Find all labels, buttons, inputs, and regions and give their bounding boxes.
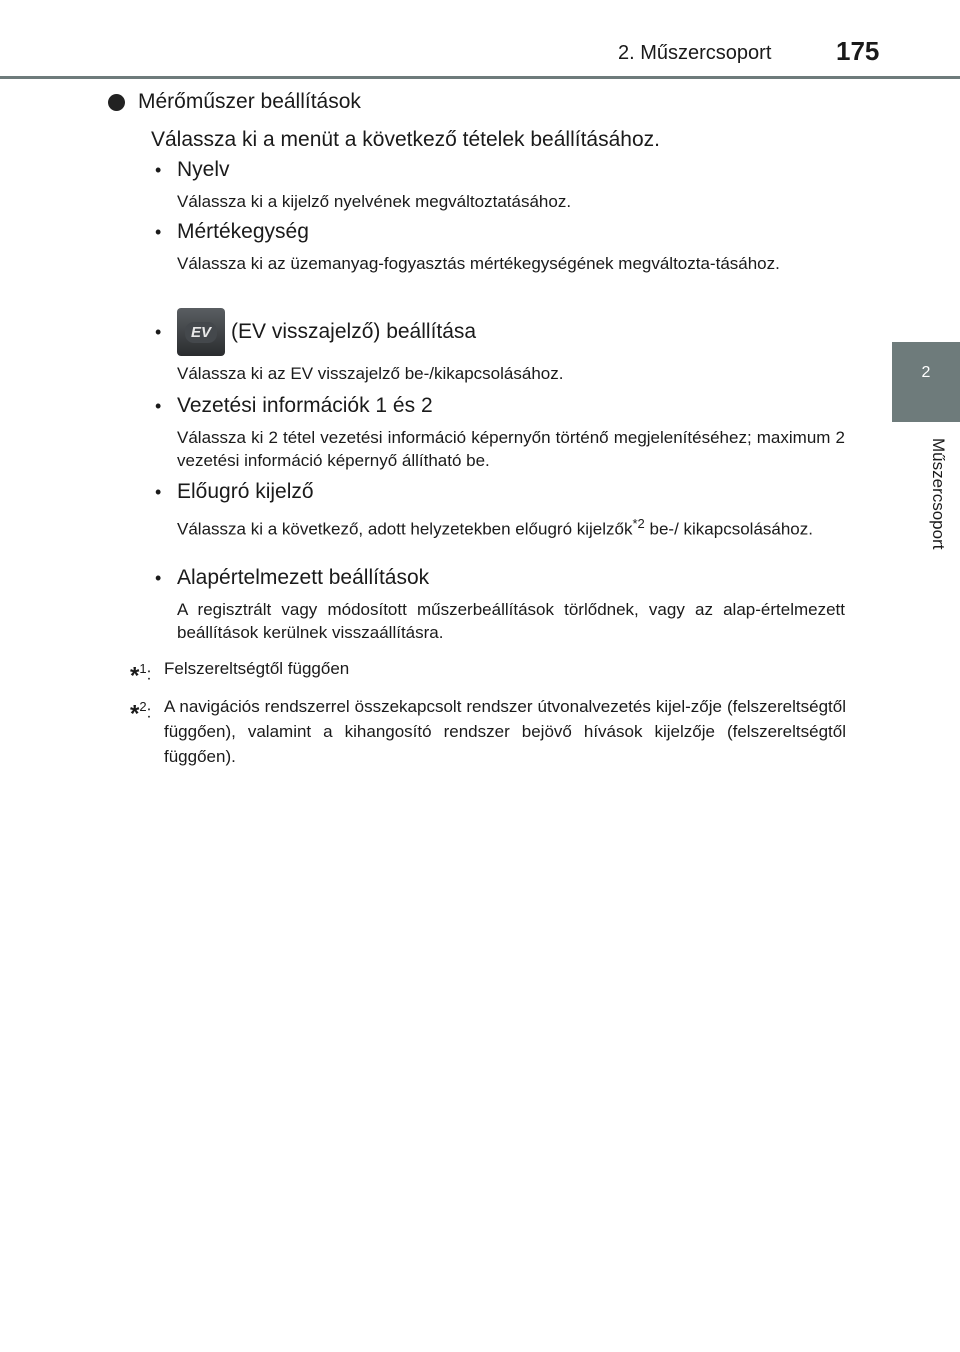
item-title: (EV visszajelző) beállítása	[231, 320, 477, 343]
item-title: Alapértelmezett beállítások	[177, 566, 430, 589]
item-title: Vezetési információk 1 és 2	[177, 394, 433, 417]
ev-icon-label: EV	[185, 322, 217, 343]
page-header	[0, 0, 960, 80]
item-title: Mértékegység	[177, 220, 309, 243]
footnote-text: Felszereltségtől függően	[164, 659, 350, 678]
item-description: Válassza ki a kijelző nyelvének megváltoztatásához.	[177, 192, 572, 211]
footnote	[130, 694, 846, 769]
ev-indicator-icon	[177, 308, 225, 356]
item-title: Előugró kijelző	[177, 480, 314, 503]
footnote	[130, 656, 846, 689]
intro-text: Válassza ki a menüt a következő tételek beállításához.	[151, 128, 660, 151]
footnote-text: A navigációs rendszerrel összekapcsolt rendszer útvonalvezetés kijel-zője (felszereltségtől függően), valamint a kihangosító rendszer bejövő hívások kijelzője (felszereltségtől függően).	[164, 697, 846, 766]
footnote-marker: *$^1$:	[130, 661, 152, 690]
item-description: Válassza ki 2 tétel vezetési információ képernyőn történő megjelenítéséhez; maximum 2 vezetési információ képernyő állítható be.	[177, 428, 845, 470]
header-divider	[0, 76, 960, 79]
list-item	[155, 220, 845, 275]
list-item	[155, 566, 845, 644]
item-description: Válassza ki az EV visszajelző be-/kikapcsolásához.	[177, 364, 564, 383]
chapter-label: Műszercsoport	[929, 438, 948, 550]
list-item	[155, 158, 845, 213]
bullet-icon: •	[155, 395, 162, 416]
item-description: Válassza ki az üzemanyag-fogyasztás mértékegységének megváltozta-tásához.	[177, 254, 780, 273]
list-item	[155, 394, 845, 472]
bullet-dot-icon	[108, 94, 125, 111]
section-title: 2. Műszercsoport	[618, 42, 772, 64]
section-heading	[108, 90, 361, 114]
footnote-marker: *$^2$:	[130, 699, 152, 728]
chapter-tab	[892, 342, 960, 422]
item-description: Válassza ki a következő, adott helyzetekben előugró kijelzők$^{*2}$ be-/ kikapcsolásához.	[177, 516, 813, 539]
list-item	[155, 308, 845, 385]
list-item	[155, 480, 845, 541]
chapter-number: 2	[921, 364, 931, 381]
item-title: Nyelv	[177, 158, 230, 181]
bullet-icon: •	[155, 221, 162, 242]
heading-text: Mérőműszer beállítások	[138, 90, 361, 113]
bullet-icon: •	[155, 159, 162, 180]
bullet-icon: •	[155, 321, 162, 342]
page-number: 175	[836, 36, 880, 66]
bullet-icon: •	[155, 567, 162, 588]
bullet-icon: •	[155, 481, 162, 502]
item-description: A regisztrált vagy módosított műszerbeállítások törlődnek, vagy az alap-értelmezett beállítások kerülnek visszaállításra.	[177, 600, 845, 642]
